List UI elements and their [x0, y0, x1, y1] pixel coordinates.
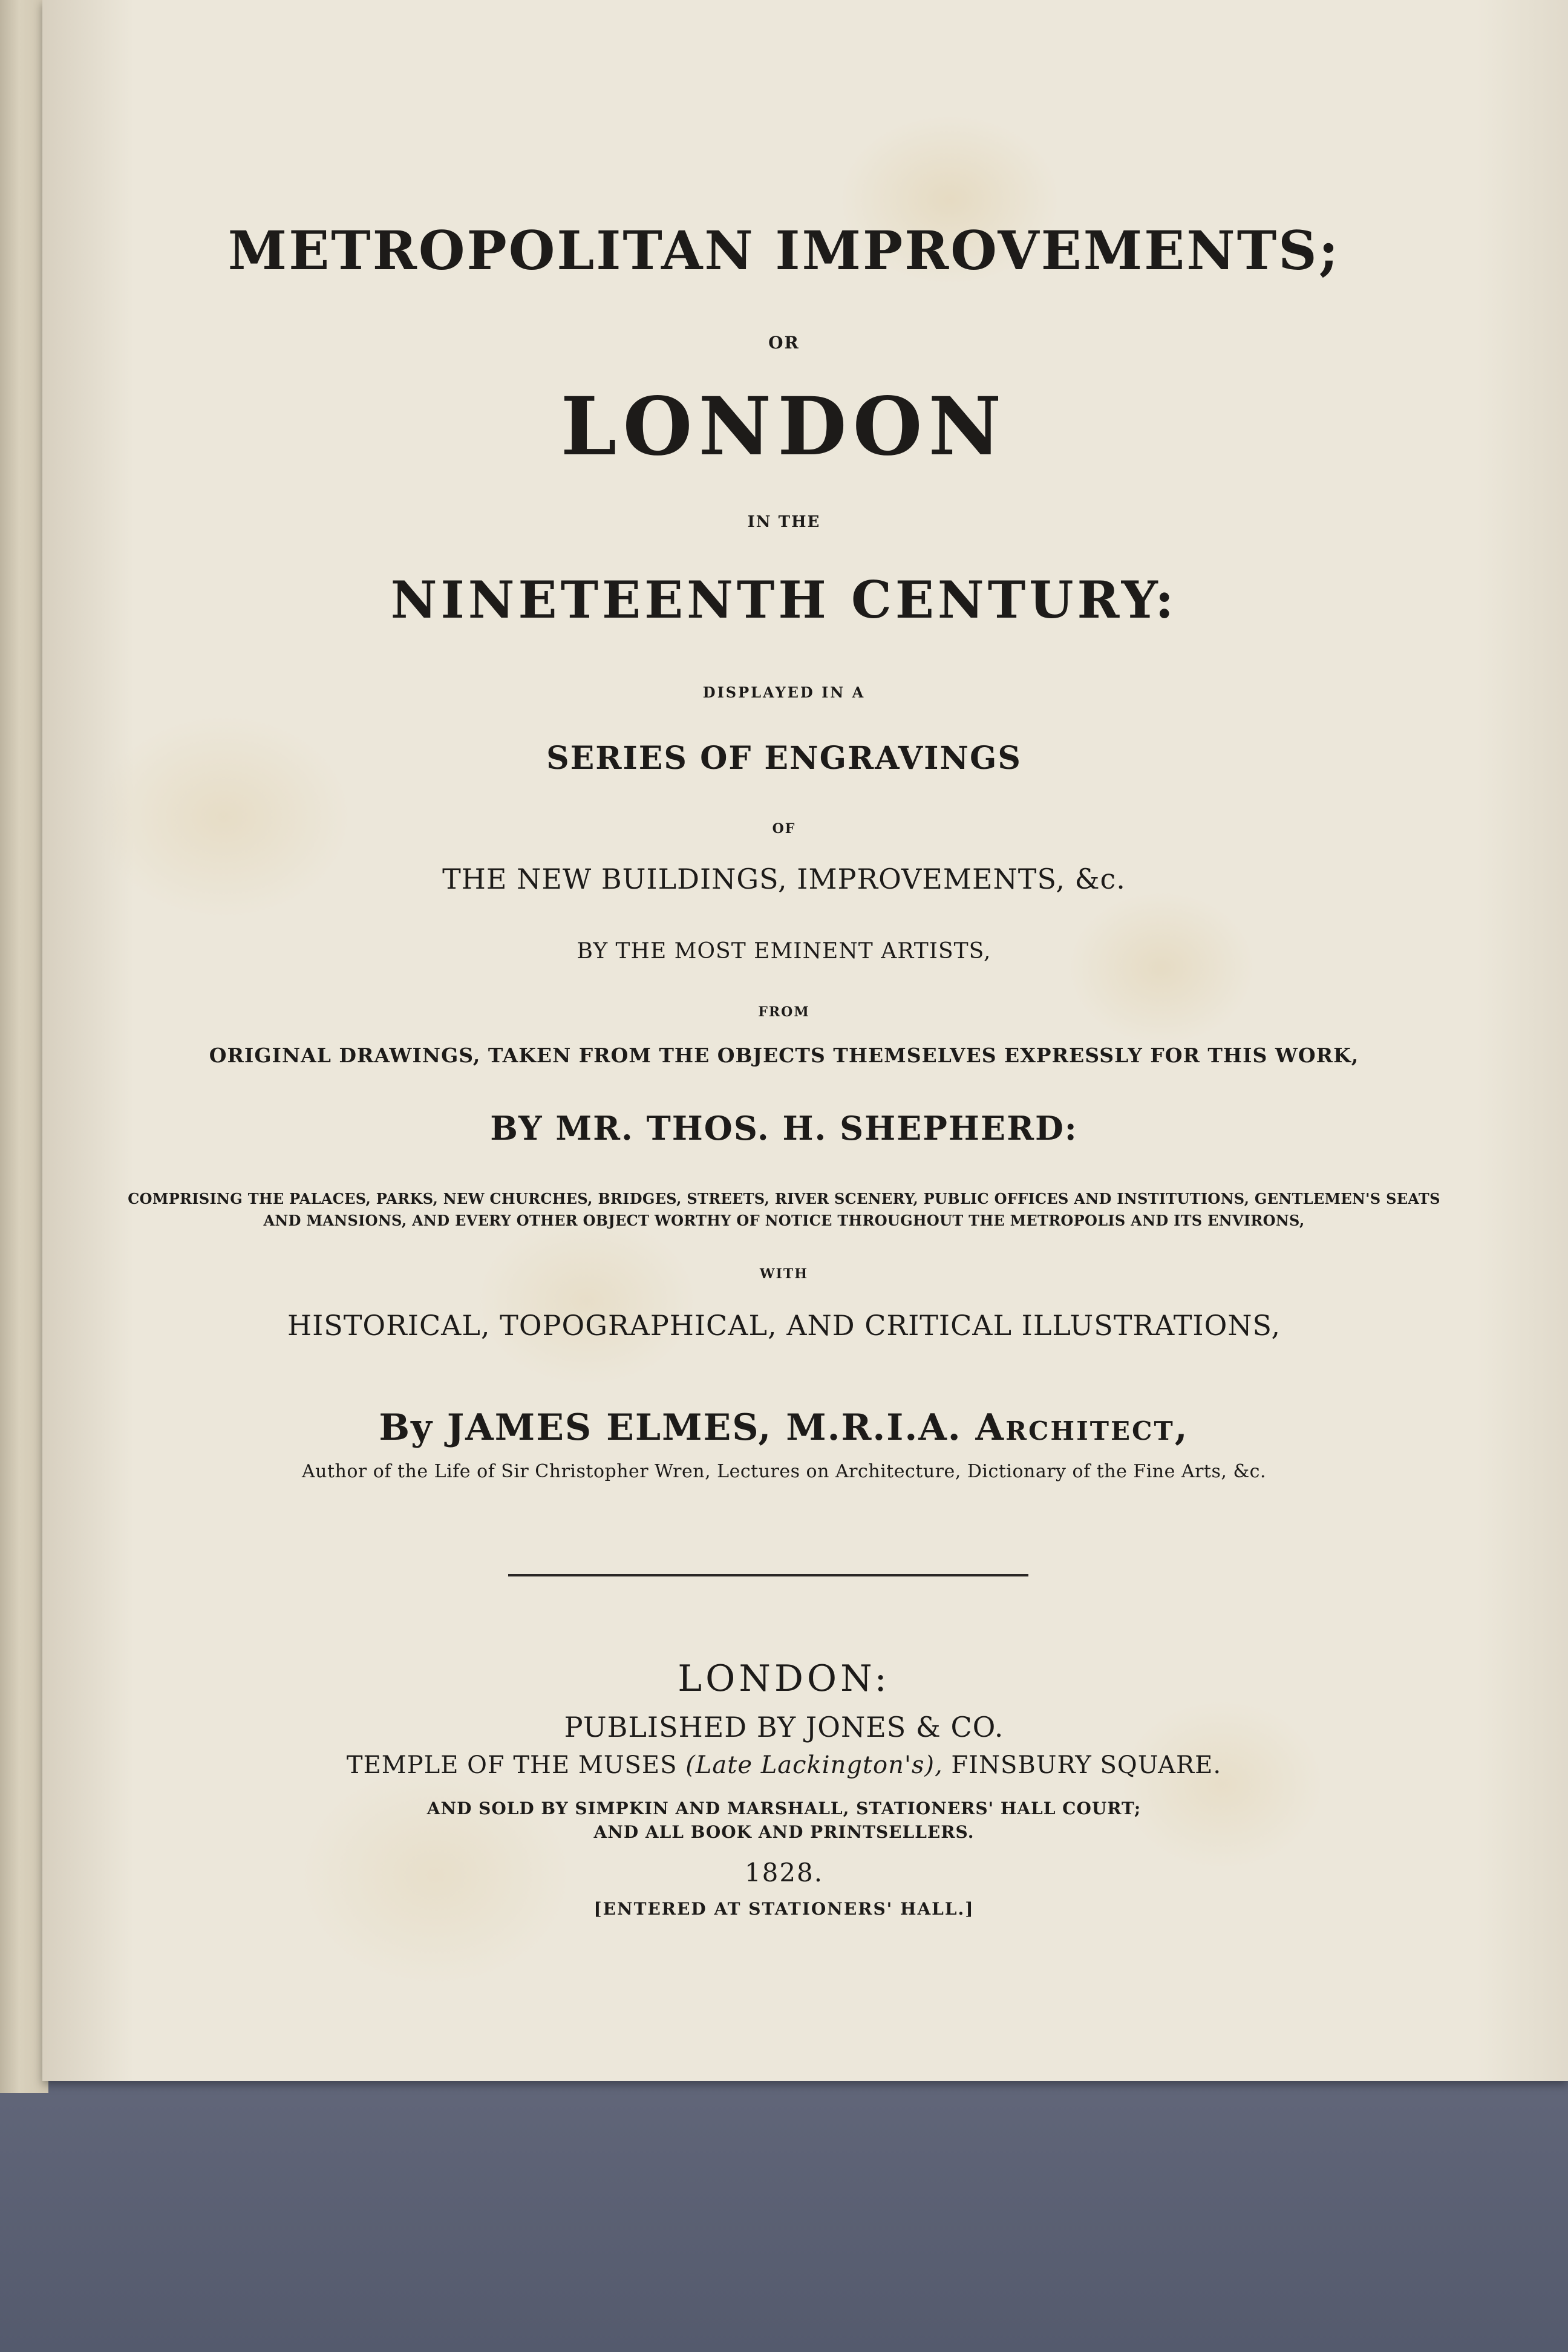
from-connector: FROM [758, 1004, 810, 1020]
imprint-all-book: AND ALL BOOK AND PRINTSELLERS. [593, 1822, 975, 1842]
by-elmes-name: JAMES ELMES, M.R.I.A. [446, 1406, 962, 1449]
comprising-line-1: COMPRISING THE PALACES, PARKS, NEW CHURCHES, BRIDGES, STREETS, RIVER SCENERY, PUBLIC OFFICES AND INSTITUTIONS, GENTLEMEN'S SEATS [128, 1190, 1440, 1207]
book-title: METROPOLITAN IMPROVEMENTS; [227, 219, 1341, 282]
author-credentials: Author of the Life of Sir Christopher Wren, Lectures on Architecture, Dictionary of the Fine Arts, &c. [302, 1461, 1266, 1482]
with-connector: WITH [759, 1266, 809, 1282]
title-century: NINETEENTH CENTURY: [390, 570, 1178, 630]
in-the-connector: IN THE [747, 513, 821, 531]
eminent-artists-line: BY THE MOST EMINENT ARTISTS, [577, 939, 991, 964]
imprint-temple-b: (Late Lackington's), [685, 1751, 943, 1779]
imprint-place: LONDON: [678, 1658, 890, 1700]
new-buildings-line: THE NEW BUILDINGS, IMPROVEMENTS, &c. [442, 863, 1126, 895]
by-elmes-by: By [379, 1406, 433, 1449]
or-connector: OR [768, 333, 800, 353]
comprising-line-2: AND MANSIONS, AND EVERY OTHER OBJECT WORTHY OF NOTICE THROUGHOUT THE METROPOLIS AND ITS ENVIRONS, [263, 1212, 1305, 1229]
table-surface [0, 2075, 1568, 2352]
illustrations-line: HISTORICAL, TOPOGRAPHICAL, AND CRITICAL ILLUSTRATIONS, [287, 1309, 1281, 1342]
divider-rule [508, 1574, 1028, 1576]
series-of-engravings: SERIES OF ENGRAVINGS [546, 740, 1022, 777]
imprint-temple-a: TEMPLE OF THE MUSES [346, 1751, 678, 1779]
title-london: LONDON [560, 380, 1008, 474]
imprint-temple [0, 1753, 1568, 1777]
by-elmes-role: Architect, [975, 1406, 1189, 1449]
displayed-connector: DISPLAYED IN A [702, 684, 866, 701]
imprint-publisher: PUBLISHED BY JONES & CO. [564, 1711, 1004, 1743]
imprint-sold-by: AND SOLD BY SIMPKIN AND MARSHALL, STATIONERS' HALL COURT; [426, 1798, 1142, 1818]
imprint-entered: [ENTERED AT STATIONERS' HALL.] [593, 1899, 975, 1919]
by-shepherd-line: BY MR. THOS. H. SHEPHERD: [490, 1109, 1078, 1148]
imprint-temple-c: FINSBURY SQUARE. [951, 1751, 1222, 1779]
original-drawings-line: ORIGINAL DRAWINGS, TAKEN FROM THE OBJECTS THEMSELVES EXPRESSLY FOR THIS WORK, [209, 1044, 1359, 1067]
of-connector: OF [772, 821, 796, 837]
by-elmes-line [0, 1406, 1568, 1449]
imprint-year: 1828. [744, 1858, 824, 1887]
